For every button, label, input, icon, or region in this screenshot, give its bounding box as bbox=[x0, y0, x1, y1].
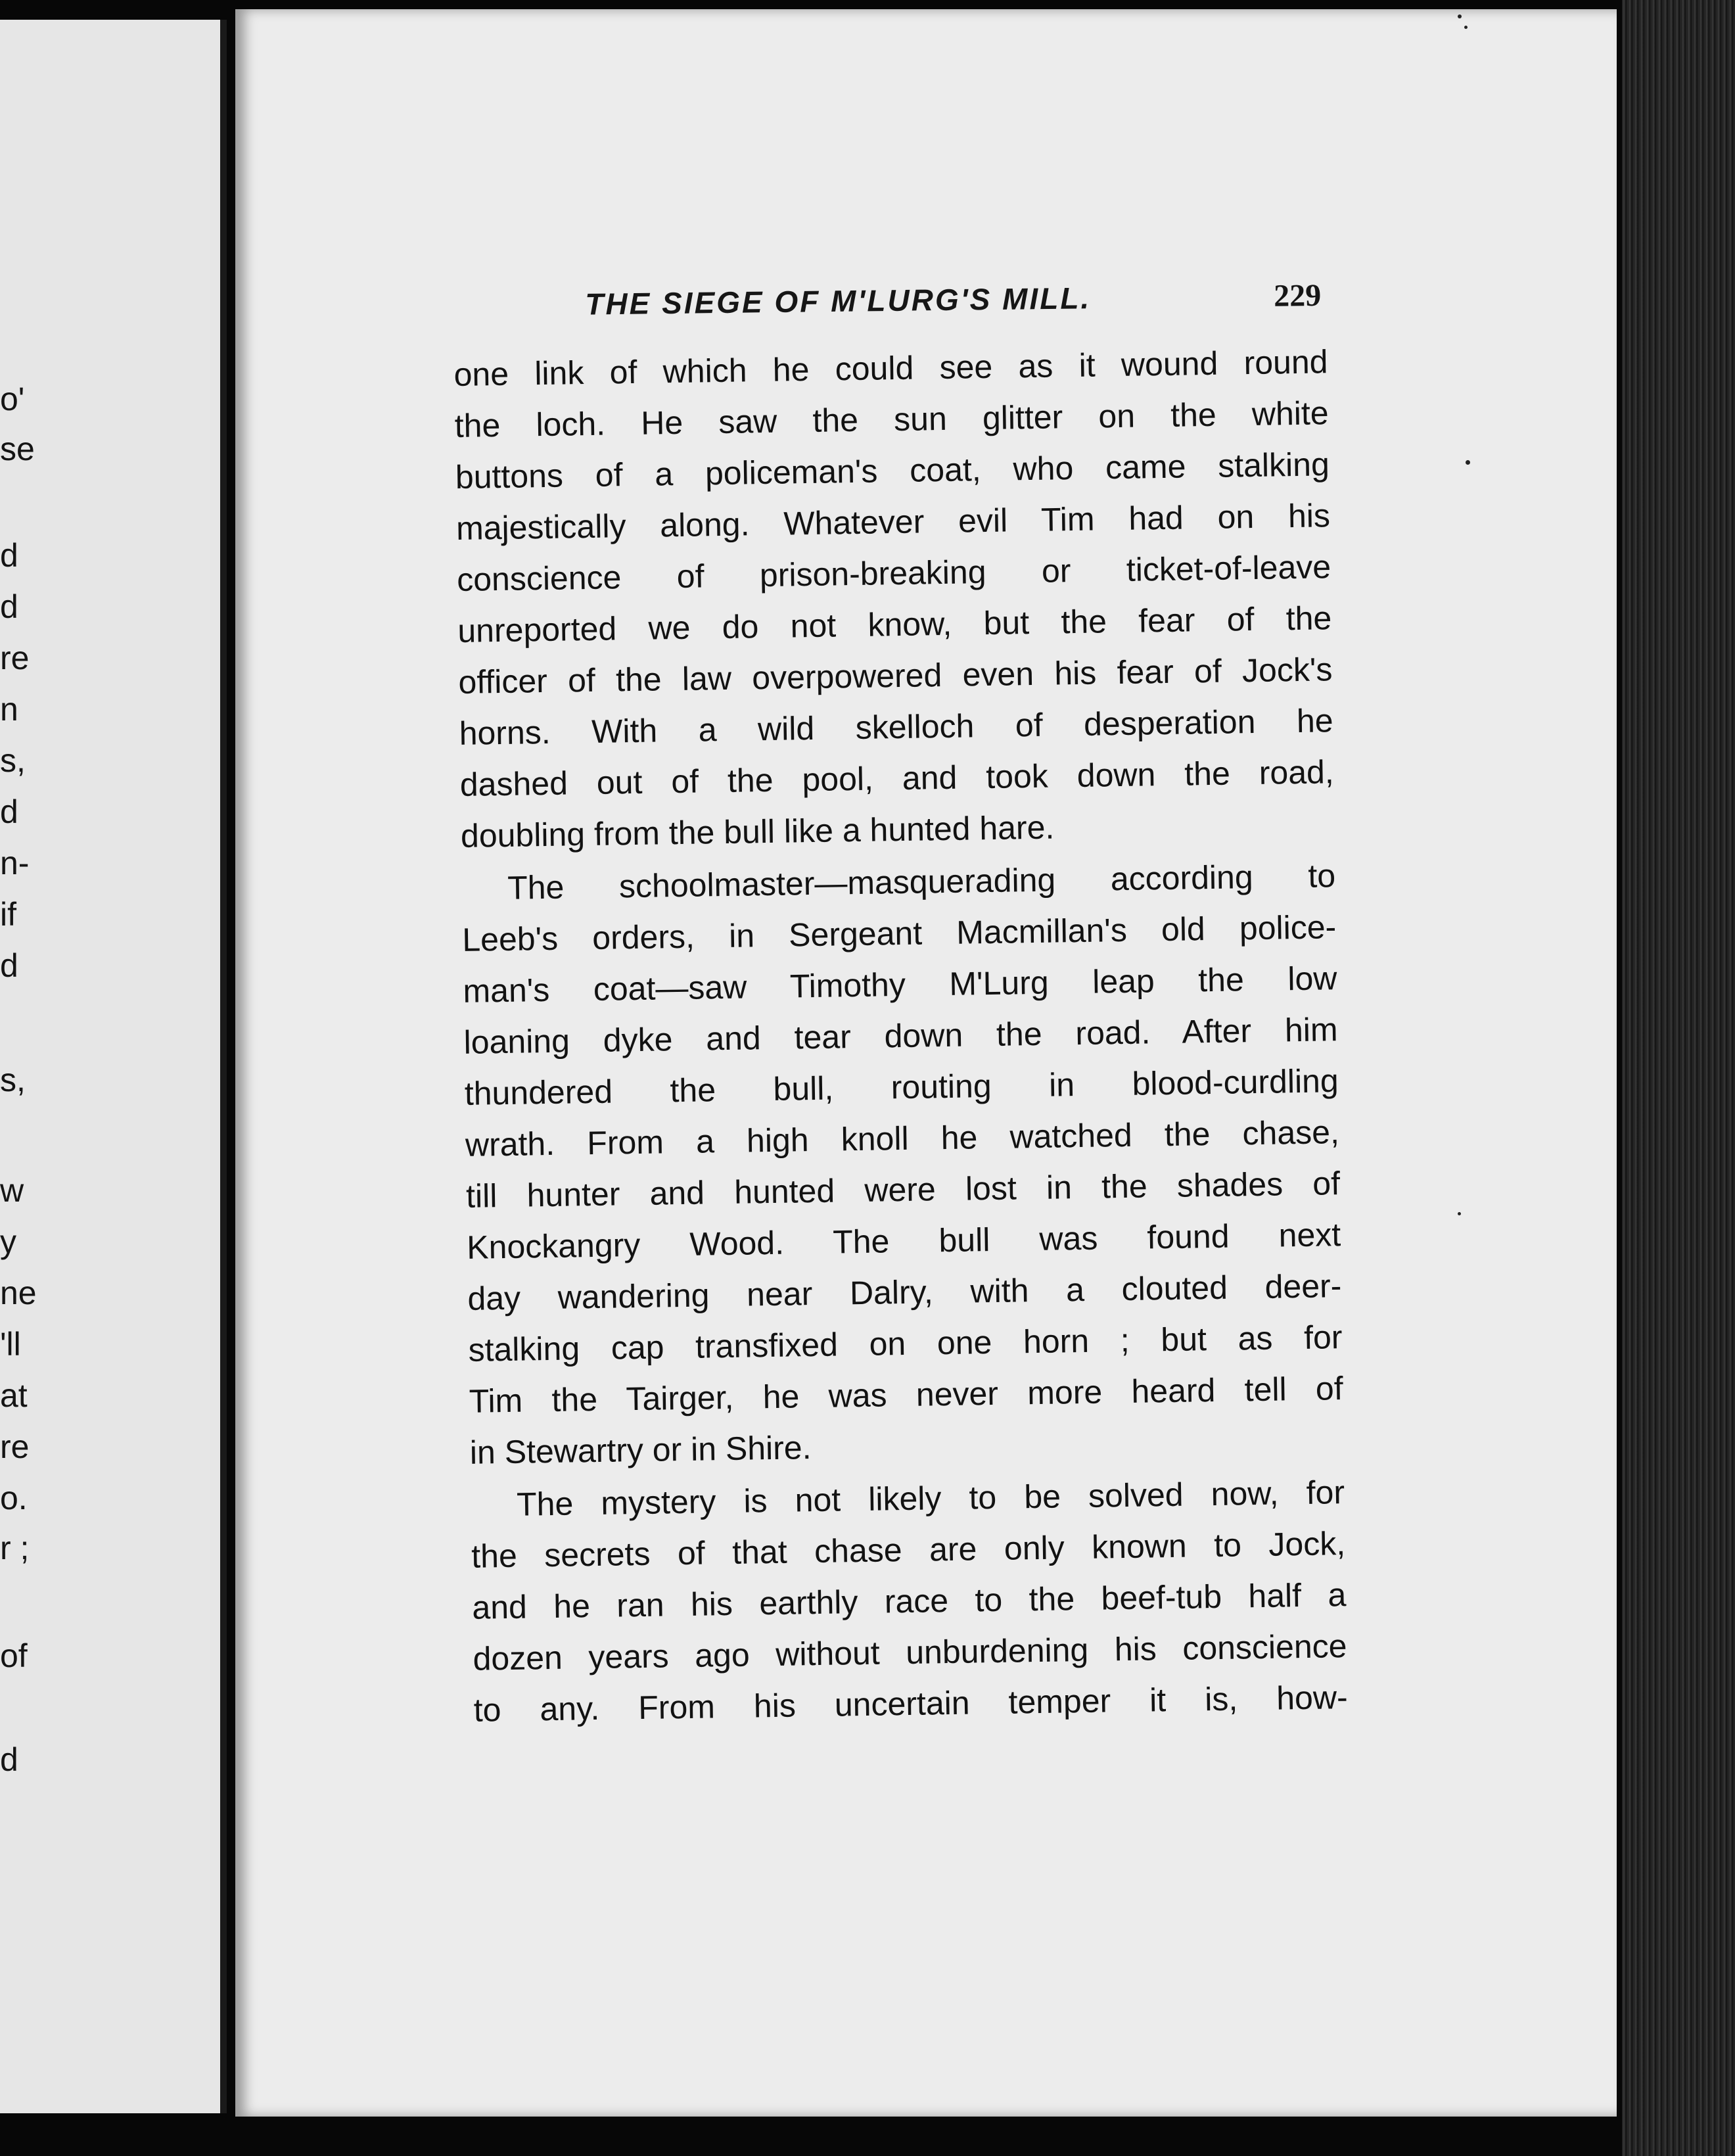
text-line: in Stewartry or in Shire. bbox=[469, 1429, 812, 1471]
left-page-fragment: d bbox=[0, 537, 18, 574]
text-line: thundered the bull, routing in blood-curdling bbox=[464, 1062, 1339, 1112]
left-page-fragment: re bbox=[0, 640, 30, 676]
text-line: The mystery is not likely to be solved now, for bbox=[516, 1474, 1345, 1523]
left-page-fragment: re bbox=[0, 1428, 30, 1465]
text-line: Leeb's orders, in Sergeant Macmillan's old police- bbox=[461, 908, 1337, 958]
left-page-fragment: w bbox=[0, 1172, 24, 1209]
left-page-fragment: n- bbox=[0, 845, 30, 881]
paper-speck bbox=[1458, 1212, 1461, 1215]
text-line: day wandering near Dalry, with a clouted deer- bbox=[467, 1267, 1342, 1317]
running-title: THE SIEGE OF M'LURG'S MILL. bbox=[584, 281, 1092, 321]
paper-speck bbox=[1466, 460, 1470, 465]
left-page-fragment: o' bbox=[0, 381, 25, 417]
text-line: one link of which he could see as it wound round bbox=[453, 343, 1328, 393]
text-line: till hunter and hunted were lost in the shades of bbox=[465, 1165, 1341, 1215]
paper-speck bbox=[1458, 14, 1462, 18]
left-page-fragment: d bbox=[0, 588, 18, 625]
text-line: doubling from the bull like a hunted hare. bbox=[460, 808, 1055, 855]
page-number: 229 bbox=[1273, 277, 1322, 314]
text-line: unreported we do not know, but the fear of the bbox=[457, 599, 1332, 649]
text-line: and he ran his earthly race to the beef-tub half a bbox=[472, 1576, 1347, 1626]
text-line: The schoolmaster—masquerading according to bbox=[507, 857, 1336, 906]
left-page-fragment: r ; bbox=[0, 1530, 30, 1566]
text-line: the loch. He saw the sun glitter on the white bbox=[454, 394, 1330, 444]
text-line: buttons of a policeman's coat, who came stalking bbox=[455, 446, 1330, 496]
left-page-fragment: d bbox=[0, 793, 18, 830]
left-facing-page bbox=[0, 20, 227, 2113]
left-page-fragment: at bbox=[0, 1377, 28, 1414]
paper-speck bbox=[1464, 26, 1468, 29]
left-page-fragment: o. bbox=[0, 1480, 28, 1516]
text-line: man's coat—saw Timothy M'Lurg leap the low bbox=[463, 960, 1337, 1010]
left-page-fragment: of bbox=[0, 1637, 28, 1674]
text-line: loaning dyke and tear down the road. After him bbox=[463, 1011, 1338, 1061]
left-page-fragment: ne bbox=[0, 1275, 37, 1311]
text-line: dashed out of the pool, and took down the road, bbox=[459, 753, 1335, 803]
left-page-fragment: se bbox=[0, 431, 35, 467]
text-line: the secrets of that chase are only known to Jock, bbox=[471, 1525, 1346, 1575]
left-page-fragment: s, bbox=[0, 1062, 26, 1098]
left-page-fragment: y bbox=[0, 1223, 16, 1260]
left-page-fragment: s, bbox=[0, 742, 26, 779]
text-line: stalking cap transfixed on one horn ; but as for bbox=[468, 1319, 1343, 1369]
left-page-fragment: if bbox=[0, 896, 16, 933]
text-line: wrath. From a high knoll he watched the chase, bbox=[465, 1113, 1340, 1163]
text-line: to any. From his uncertain temper it is, how- bbox=[473, 1679, 1349, 1729]
page-edges bbox=[1622, 0, 1735, 2156]
text-line: dozen years ago without unburdening his conscience bbox=[473, 1628, 1347, 1677]
text-line: Tim the Tairger, he was never more heard tell of bbox=[469, 1370, 1344, 1420]
left-page-fragment: 'll bbox=[0, 1326, 21, 1363]
text-line: officer of the law overpowered even his fear of Jock's bbox=[458, 651, 1333, 701]
text-line: conscience of prison-breaking or ticket-of-leave bbox=[456, 548, 1331, 598]
left-page-fragment: n bbox=[0, 691, 18, 728]
text-line: horns. With a wild skelloch of desperation he bbox=[459, 702, 1333, 752]
text-line: Knockangry Wood. The bull was found next bbox=[466, 1216, 1341, 1266]
text-line: majestically along. Whatever evil Tim had on his bbox=[455, 497, 1331, 547]
left-page-fragment: d bbox=[0, 1741, 18, 1778]
left-page-fragment: d bbox=[0, 947, 18, 984]
